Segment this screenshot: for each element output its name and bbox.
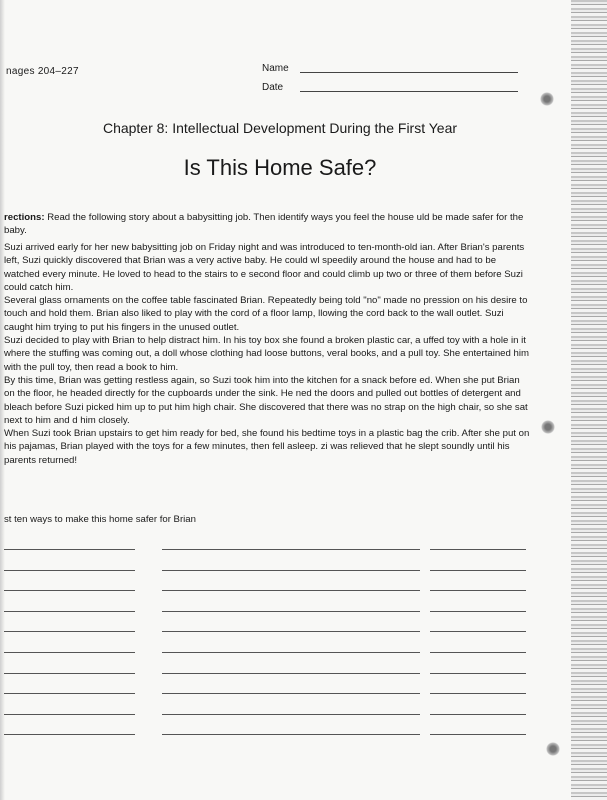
- answer-line-segment[interactable]: [4, 570, 135, 571]
- answer-line[interactable]: [0, 545, 560, 566]
- answer-line-segment[interactable]: [4, 631, 135, 632]
- answer-line-segment[interactable]: [4, 714, 135, 715]
- answer-line-segment[interactable]: [162, 734, 420, 735]
- directions: [4, 211, 532, 237]
- list-prompt: st ten ways to make this home safer for Brian: [4, 514, 196, 525]
- chapter-title: Chapter 8: Intellectual Development During the First Year: [102, 120, 458, 136]
- answer-line-segment[interactable]: [162, 693, 420, 694]
- answer-line-segment[interactable]: [4, 673, 135, 674]
- answer-line[interactable]: [0, 710, 560, 731]
- answer-line-segment[interactable]: [162, 714, 420, 715]
- name-field[interactable]: [262, 63, 289, 74]
- story-paragraph: By this time, Brian was getting restless again, so Suzi took him into the kitchen for a snack before ed. When she put Brian on the floor, he headed directly for the cupboards under the sink. He ned the doors and pulled out bottles of detergent and bleach before Suzi picked him up to put him high chair. She discovered that there was no strap on the high chair, so she sat next to him and d him closely.: [4, 374, 528, 426]
- punch-hole-icon: [541, 420, 555, 434]
- answer-line-segment[interactable]: [430, 549, 526, 550]
- answer-line[interactable]: [0, 607, 560, 628]
- answer-line[interactable]: [0, 689, 560, 710]
- punch-hole-icon: [540, 92, 554, 106]
- answer-line-segment[interactable]: [430, 652, 526, 653]
- answer-line-segment[interactable]: [4, 611, 135, 612]
- scan-binding-edge: [571, 0, 607, 800]
- story-paragraph: When Suzi took Brian upstairs to get him ready for bed, she found his bedtime toys in a plastic bag the crib. After she put on his pajamas, Brian played with the toys for a few minutes, then fell asleep. zi was relieved that he slept soundly until his parents returned!: [4, 428, 530, 466]
- answer-line-segment[interactable]: [430, 570, 526, 571]
- answer-line-segment[interactable]: [4, 652, 135, 653]
- answer-line-segment[interactable]: [4, 693, 135, 694]
- answer-line-segment[interactable]: [430, 631, 526, 632]
- date-field[interactable]: [262, 82, 283, 93]
- answer-line[interactable]: [0, 648, 560, 669]
- answer-line-segment[interactable]: [162, 570, 420, 571]
- answer-line-segment[interactable]: [162, 611, 420, 612]
- directions-label: rections:: [4, 212, 45, 223]
- name-label: Name: [262, 63, 289, 74]
- answer-line-segment[interactable]: [162, 652, 420, 653]
- answer-line-segment[interactable]: [430, 693, 526, 694]
- answer-line-segment[interactable]: [162, 631, 420, 632]
- activity-title: Is This Home Safe?: [183, 155, 377, 180]
- answer-line-segment[interactable]: [162, 549, 420, 550]
- answer-line-segment[interactable]: [4, 549, 135, 550]
- answer-line-segment[interactable]: [430, 714, 526, 715]
- answer-line-segment[interactable]: [162, 673, 420, 674]
- answer-lines: [0, 545, 560, 751]
- answer-line-segment[interactable]: [430, 734, 526, 735]
- answer-line-segment[interactable]: [162, 590, 420, 591]
- answer-line[interactable]: [0, 669, 560, 690]
- answer-line-segment[interactable]: [430, 673, 526, 674]
- answer-line[interactable]: [0, 586, 560, 607]
- answer-line[interactable]: [0, 566, 560, 587]
- story-paragraph: Suzi decided to play with Brian to help distract him. In his toy box she found a broken plastic car, a uffed toy with a hole in it where the stuffing was coming out, a doll whose clothing had loose buttons, veral books, and a pull toy. She entertained him with the pull toy, then read a book to him.: [4, 335, 529, 373]
- answer-line-segment[interactable]: [4, 734, 135, 735]
- answer-line[interactable]: [0, 730, 560, 751]
- answer-line-segment[interactable]: [430, 611, 526, 612]
- date-line[interactable]: [300, 91, 518, 92]
- story-paragraph: Suzi arrived early for her new babysitting job on Friday night and was introduced to ten-month-old ian. After Brian's parents left, Suzi quickly discovered that Brian was a very active baby. He could wl speedily around the house and had to be watched every minute. He loved to head to the stairs to e second floor and could climb up two or three of them before Suzi could catch him.: [4, 242, 525, 293]
- story-text: [4, 241, 532, 467]
- directions-text: Read the following story about a babysitting job. Then identify ways you feel the house uld be made safer for the baby.: [4, 212, 524, 236]
- name-line[interactable]: [300, 72, 518, 73]
- answer-line[interactable]: [0, 627, 560, 648]
- date-label: Date: [262, 82, 284, 93]
- story-paragraph: Several glass ornaments on the coffee table fascinated Brian. Repeatedly being told "no" made no pression on his desire to touch and hold them. Brian also liked to play with the cord of a floor lamp, llowing the cord back to the wall outlet. Suzi caught him trying to put his fingers in the unused outlet.: [4, 295, 528, 333]
- answer-line-segment[interactable]: [430, 590, 526, 591]
- answer-line-segment[interactable]: [4, 590, 135, 591]
- page-reference: nages 204–227: [6, 66, 79, 77]
